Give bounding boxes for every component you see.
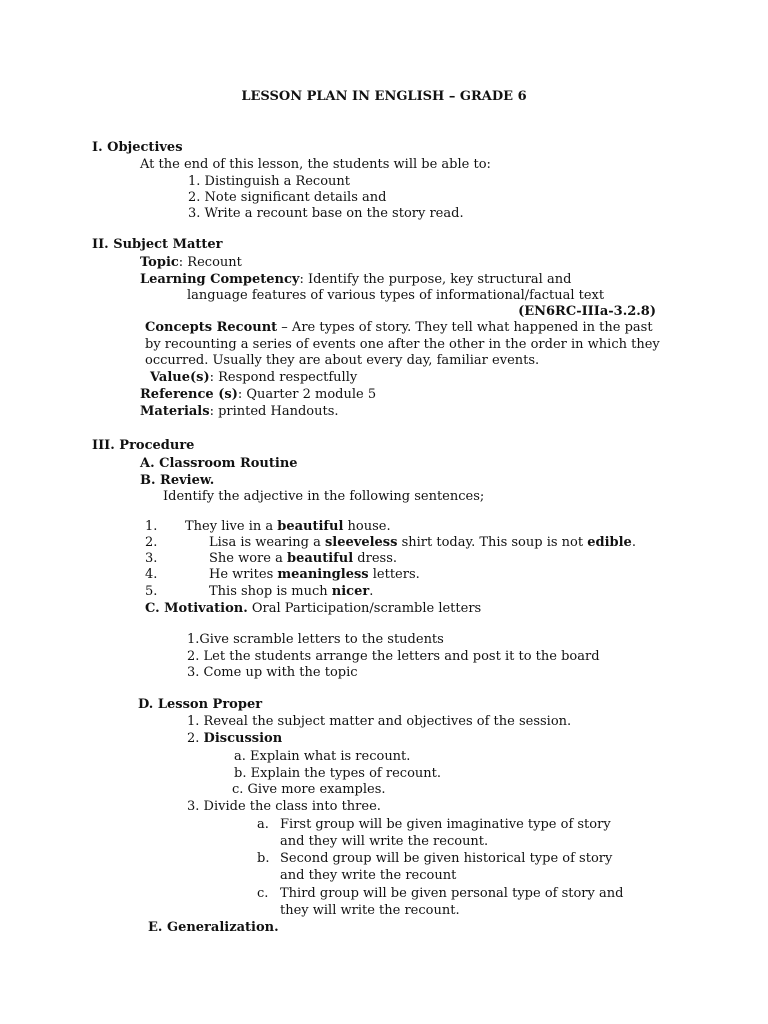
concepts-label: Concepts Recount (145, 320, 278, 335)
review-sentence-text (209, 567, 420, 583)
objective-item: 1. Distinguish a Recount (188, 174, 351, 189)
group-text: Third group will be given personal type of story and (280, 886, 624, 901)
review-sentence (145, 584, 157, 600)
objectives-intro: At the end of this lesson, the students will be able to: (140, 157, 491, 172)
adjective: meaningless (277, 567, 369, 582)
group-text: and they will write the recount. (280, 834, 489, 849)
competency-text: : Identify the purpose, key structural and (299, 272, 572, 287)
objectives-heading: I. Objectives (92, 140, 183, 155)
review-sentence (145, 535, 157, 551)
adjective: beautiful (277, 519, 344, 534)
topic-value: : Recount (178, 255, 242, 270)
sentence-text: letters. (368, 567, 420, 582)
motivation-label: C. Motivation. (145, 601, 248, 616)
materials-line (140, 404, 339, 420)
competency-label: Learning Competency (140, 272, 300, 287)
values-value: : Respond respectfully (209, 370, 358, 385)
reference-line (140, 387, 376, 403)
values-label: Value(s) (150, 370, 210, 385)
discussion-item: a. Explain what is recount. (234, 749, 411, 764)
review-label: B. Review. (140, 473, 215, 488)
reference-value: : Quarter 2 module 5 (237, 387, 377, 402)
sentence-text: This shop is much (209, 584, 332, 599)
group-letter: b. (257, 851, 270, 866)
review-sentence (145, 519, 157, 535)
group-text: First group will be given imaginative type of story (280, 817, 611, 832)
objective-item: 3. Write a recount base on the story read. (188, 206, 464, 221)
values-line (150, 370, 357, 386)
review-sentence-text (209, 535, 636, 551)
adjective: edible (587, 535, 632, 550)
review-sentence-text (209, 584, 373, 600)
adjective: sleeveless (324, 535, 398, 550)
concepts-line (145, 320, 653, 336)
sentence-number: 1. (145, 519, 158, 534)
group-letter: a. (257, 817, 269, 832)
lesson-step: 3. Divide the class into three. (187, 799, 381, 814)
motivation-value: Oral Participation/scramble letters (247, 601, 482, 616)
adjective: nicer (331, 584, 370, 599)
review-instruction: Identify the adjective in the following sentences; (163, 489, 485, 504)
reference-label: Reference (s) (140, 387, 238, 402)
sentence-number: 4. (145, 567, 158, 582)
sentence-number: 2. (145, 535, 158, 550)
motivation-step: 2. Let the students arrange the letters and post it to the board (187, 649, 600, 664)
materials-value: : printed Handouts. (209, 404, 339, 419)
sentence-number: 5. (145, 584, 158, 599)
generalization-label: E. Generalization. (148, 920, 279, 935)
review-sentence-text (209, 551, 397, 567)
sentence-text: shirt today. This soup is not (397, 535, 588, 550)
sentence-number: 3. (145, 551, 158, 566)
discussion-item: b. Explain the types of recount. (234, 766, 441, 781)
group-letter: c. (257, 886, 269, 901)
materials-label: Materials (140, 404, 210, 419)
sentence-text: dress. (353, 551, 397, 566)
objective-item: 2. Note significant details and (188, 190, 387, 205)
topic-line (140, 255, 242, 271)
competency-line (140, 272, 571, 288)
concepts-text-cont: by recounting a series of events one after the other in the order in which they (145, 337, 660, 352)
concepts-text-cont: occurred. Usually they are about every day, familiar events. (145, 353, 540, 368)
motivation-step: 3. Come up with the topic (187, 665, 358, 680)
review-sentence (145, 551, 157, 567)
sentence-text: They live in a (185, 519, 278, 534)
group-text: and they write the recount (280, 868, 457, 883)
adjective: beautiful (286, 551, 354, 566)
step-number: 2. (187, 731, 204, 746)
competency-code: (EN6RC-IIIa-3.2.8) (518, 304, 656, 319)
sentence-text: Lisa is wearing a (209, 535, 325, 550)
lesson-proper-label: D. Lesson Proper (138, 697, 263, 712)
procedure-heading: III. Procedure (92, 438, 195, 453)
lesson-step (187, 731, 282, 747)
review-sentence (145, 567, 157, 583)
lesson-step: 1. Reveal the subject matter and objectives of the session. (187, 714, 572, 729)
sentence-text: He writes (209, 567, 278, 582)
subject-matter-heading: II. Subject Matter (92, 237, 223, 252)
sentence-text: . (631, 535, 636, 550)
document-title: LESSON PLAN IN ENGLISH – GRADE 6 (241, 89, 527, 104)
group-text: Second group will be given historical type of story (280, 851, 613, 866)
motivation-step: 1.Give scramble letters to the students (187, 632, 444, 647)
sentence-text: . (369, 584, 374, 599)
sentence-text: house. (343, 519, 391, 534)
motivation-line (145, 601, 481, 617)
concepts-text: – Are types of story. They tell what happened in the past (277, 320, 653, 335)
discussion-item: c. Give more examples. (232, 782, 386, 797)
sentence-text: She wore a (209, 551, 287, 566)
group-text: they will write the recount. (280, 903, 460, 918)
review-sentence-text (185, 519, 391, 535)
classroom-routine-label: A. Classroom Routine (140, 456, 298, 471)
topic-label: Topic (140, 255, 179, 270)
competency-text-cont: language features of various types of informational/factual text (187, 288, 605, 303)
discussion-label: Discussion (203, 731, 283, 746)
